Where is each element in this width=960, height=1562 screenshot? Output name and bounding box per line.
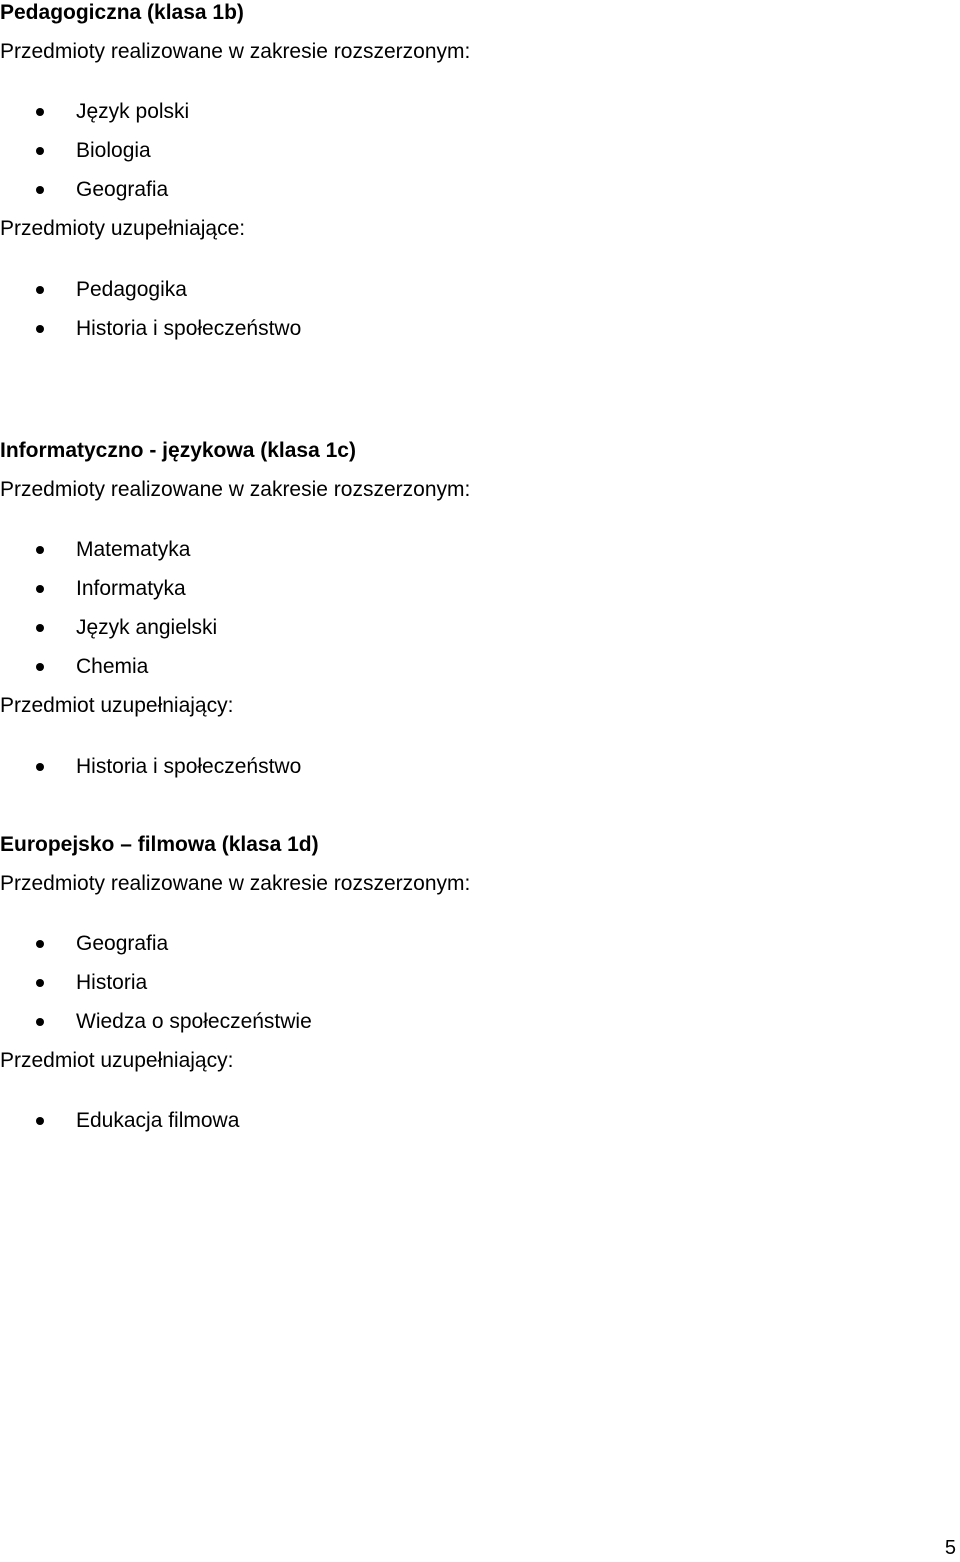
list-item-label: Matematyka xyxy=(76,538,191,561)
list-item xyxy=(0,615,700,641)
list-item xyxy=(0,576,700,602)
page-number: 5 xyxy=(944,1537,956,1559)
list-item xyxy=(0,1009,700,1035)
bullet-icon xyxy=(36,663,44,671)
list-item xyxy=(0,931,700,957)
bullet-icon xyxy=(36,1018,44,1026)
list-item-label: Historia i społeczeństwo xyxy=(76,317,302,340)
list-item xyxy=(0,754,700,780)
supplementary-label-1d: Przedmiot uzupełniający: xyxy=(0,1049,234,1072)
bullet-icon xyxy=(36,1117,44,1125)
bullet-icon xyxy=(36,940,44,948)
supplementary-label-1c: Przedmiot uzupełniający: xyxy=(0,694,234,717)
bullet-icon xyxy=(36,624,44,632)
list-item-label: Język polski xyxy=(76,100,190,123)
bullet-icon xyxy=(36,763,44,771)
list-item-label: Informatyka xyxy=(76,577,186,600)
extended-label-1c: Przedmioty realizowane w zakresie rozszerzonym: xyxy=(0,478,471,501)
bullet-icon xyxy=(36,585,44,593)
list-item xyxy=(0,99,700,125)
section-heading-1c: Informatyczno - językowa (klasa 1c) xyxy=(0,439,356,462)
extended-label-1d: Przedmioty realizowane w zakresie rozszerzonym: xyxy=(0,872,471,895)
list-item xyxy=(0,1108,700,1134)
list-item-label: Pedagogika xyxy=(76,278,187,301)
list-item xyxy=(0,177,700,203)
section-heading-1b: Pedagogiczna (klasa 1b) xyxy=(0,1,244,24)
list-item xyxy=(0,970,700,996)
list-item-label: Historia i społeczeństwo xyxy=(76,755,302,778)
list-item xyxy=(0,277,700,303)
list-item-label: Geografia xyxy=(76,932,169,955)
list-item xyxy=(0,316,700,342)
bullet-icon xyxy=(36,979,44,987)
list-item-label: Biologia xyxy=(76,139,151,162)
bullet-icon xyxy=(36,325,44,333)
bullet-icon xyxy=(36,546,44,554)
bullet-icon xyxy=(36,286,44,294)
list-item-label: Język angielski xyxy=(76,616,218,639)
list-item-label: Geografia xyxy=(76,178,169,201)
list-item-label: Wiedza o społeczeństwie xyxy=(76,1010,312,1033)
list-item-label: Edukacja filmowa xyxy=(76,1109,240,1132)
bullet-icon xyxy=(36,147,44,155)
list-item xyxy=(0,138,700,164)
extended-label-1b: Przedmioty realizowane w zakresie rozszerzonym: xyxy=(0,40,471,63)
section-heading-1d: Europejsko – filmowa (klasa 1d) xyxy=(0,833,319,856)
list-item-label: Historia xyxy=(76,971,148,994)
bullet-icon xyxy=(36,186,44,194)
list-item xyxy=(0,654,700,680)
list-item xyxy=(0,537,700,563)
bullet-icon xyxy=(36,108,44,116)
supplementary-label-1b: Przedmioty uzupełniające: xyxy=(0,217,246,240)
list-item-label: Chemia xyxy=(76,655,149,678)
